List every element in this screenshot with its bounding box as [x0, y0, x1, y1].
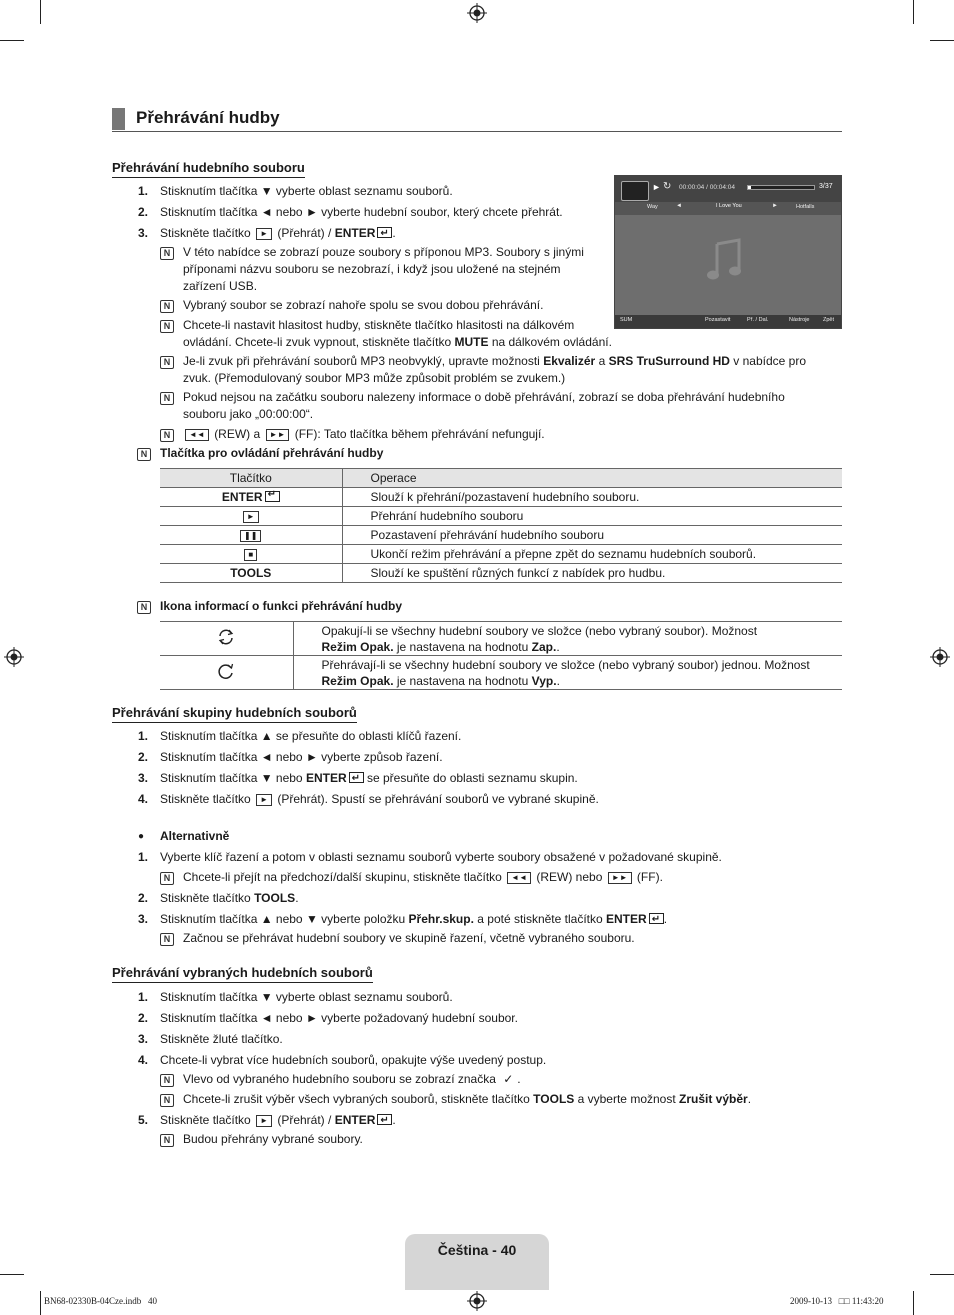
step-text: Stisknutím tlačítka ◄ nebo ► vyberte hudební soubor, který chcete přehrát.	[160, 205, 563, 219]
note-icon: N	[160, 872, 174, 885]
note-icon: N	[160, 247, 174, 260]
step-text	[160, 1112, 396, 1129]
step-number: 3.	[137, 1032, 148, 1046]
tv-prevnext-label: Př. / Dal.	[747, 317, 769, 323]
note-bold: Ekvalizér	[543, 354, 596, 368]
step-number: 4.	[137, 1053, 148, 1067]
note-icon: N	[137, 601, 151, 614]
table-op-cell: Slouží ke spuštění různých funkcí z nabídek pro hudbu.	[342, 564, 842, 583]
step-text: Vyberte klíč řazení a potom v oblasti seznamu souborů vyberte soubory obsažené v požadované skupině.	[160, 850, 722, 864]
step-text-part: .	[295, 891, 299, 905]
enter-icon	[377, 1114, 392, 1125]
note-text-part: a vyberte možnost	[577, 1092, 676, 1106]
registration-mark-icon	[467, 1291, 487, 1311]
pause-button-icon: ❚❚	[240, 530, 261, 542]
subsection-title: Přehrávání hudebního souboru	[112, 160, 305, 178]
icon-desc-bold: Režim Opak.	[321, 673, 394, 688]
table-op-cell: Přehrání hudebního souboru	[342, 507, 842, 526]
tv-music-player-screenshot	[614, 175, 842, 329]
note-icon: N	[160, 1074, 174, 1087]
note-text-part: Vlevo od vybraného hudebního souboru se zobrazí značka	[183, 1072, 496, 1086]
enter-label: ENTER	[221, 490, 263, 504]
section-heading	[112, 106, 842, 132]
note-text-part: (REW) nebo	[536, 870, 603, 884]
repeat-once-icon	[216, 662, 236, 680]
step-text	[160, 225, 396, 242]
step-text-part: Stisknutím tlačítka ▼ nebo	[160, 771, 303, 785]
stop-button-icon: ■	[244, 549, 257, 561]
note-text: příponami názvu souboru se nezobrazí, i když jsou uložené na stejném	[183, 262, 561, 276]
table-title: Tlačítka pro ovládání přehrávání hudby	[160, 446, 384, 460]
step-text-part: a poté stiskněte tlačítko	[477, 912, 603, 926]
step-text: Stisknutím tlačítka ▼ vyberte oblast seznamu souborů.	[160, 990, 453, 1004]
note-bold: Zrušit výběr	[679, 1092, 748, 1106]
table-row	[160, 488, 842, 507]
icon-table-row	[160, 656, 842, 690]
step-text-part: Stiskněte tlačítko	[160, 1113, 251, 1127]
step-text-part: (Přehrát) /	[277, 1113, 332, 1127]
table-op-cell: Pozastavení přehrávání hudebního souboru	[342, 526, 842, 545]
step-number: 2.	[137, 750, 148, 764]
note-text-part: (REW) a	[214, 427, 261, 441]
note-text-part: a	[598, 354, 606, 368]
note-icon: N	[160, 300, 174, 313]
tv-prev-arrow: ◄	[676, 203, 682, 209]
icon-desc-bold: Režim Opak.	[321, 639, 394, 654]
note-icon: N	[160, 320, 174, 333]
table-key-cell	[160, 526, 342, 545]
note-text: V této nabídce se zobrazí pouze soubory s příponou MP3. Soubory s jinými	[183, 245, 584, 259]
icon-desc-text: Opakují-li se všechny hudební soubory ve složce (nebo vybraný soubor). Možnost	[321, 623, 758, 638]
tv-progress-fill	[748, 186, 751, 189]
step-text-part: .	[663, 912, 668, 926]
icon-desc-part: je nastavena na hodnotu	[396, 639, 529, 654]
note-text: Vybraný soubor se zobrazí nahoře spolu se svou dobou přehrávání.	[183, 298, 544, 312]
step-text: Stisknutím tlačítka ◄ nebo ► vyberte požadovaný hudební soubor.	[160, 1011, 518, 1025]
enter-label: ENTER	[606, 912, 647, 926]
heading-bar	[112, 108, 125, 130]
note-icon: N	[160, 356, 174, 369]
note-text	[183, 334, 612, 351]
tv-prev-track: Way	[647, 204, 658, 210]
footer-date: 2009-10-13 □□ 11:43:20	[790, 1296, 884, 1306]
step-number: 1.	[137, 729, 148, 743]
enter-icon	[377, 227, 392, 238]
note-bold: MUTE	[454, 335, 489, 349]
note-icon: N	[160, 429, 174, 442]
tv-current-track: I Love You	[716, 203, 742, 209]
alt-title: Alternativně	[160, 829, 230, 843]
table-key-cell	[160, 507, 342, 526]
tv-progress-bar	[747, 185, 815, 190]
step-text-part: (Přehrát) /	[277, 226, 332, 240]
page-number-tab	[405, 1234, 549, 1290]
note-bold: SRS TruSurround HD	[608, 354, 730, 368]
icon-table-title: Ikona informací o funkci přehrávání hudby	[160, 599, 403, 613]
crop-mark	[0, 1274, 24, 1275]
step-text	[160, 911, 667, 928]
table-key-cell: TOOLS	[160, 564, 342, 583]
crop-mark	[913, 1291, 914, 1315]
table-row	[160, 564, 842, 583]
table-row	[160, 526, 842, 545]
step-number: 1.	[137, 990, 148, 1004]
note-text: Začnou se přehrávat hudební soubory ve skupině řazení, včetně vybraného souboru.	[183, 931, 635, 945]
step-text: Stiskněte žluté tlačítko.	[160, 1032, 283, 1046]
controls-table	[160, 468, 842, 583]
note-text-part: Chcete-li zrušit výběr všech vybraných souborů, stiskněte tlačítko	[183, 1092, 530, 1106]
tv-sum-label: SUM	[620, 317, 633, 323]
enter-icon	[349, 772, 364, 783]
step-text	[160, 890, 299, 907]
icon-desc-part: je nastavena na hodnotu	[396, 673, 529, 688]
crop-mark	[913, 0, 914, 24]
step-text: Stisknutím tlačítka ▼ vyberte oblast seznamu souborů.	[160, 184, 453, 198]
table-op-cell: Slouží k přehrání/pozastavení hudebního souboru.	[342, 488, 842, 507]
icon-desc-cell	[293, 622, 842, 656]
icon-desc-bold: Vyp.	[531, 673, 557, 688]
registration-mark-icon	[4, 647, 24, 667]
enter-label: ENTER	[305, 771, 347, 785]
table-row	[160, 507, 842, 526]
crop-mark	[40, 1291, 41, 1315]
note-text-part: (FF).	[636, 870, 663, 884]
step-text-part: (Přehrát). Spustí se přehrávání souborů ve vybrané skupině.	[277, 792, 599, 806]
note-text-part: ovládání. Chcete-li zvuk vypnout, stiskněte tlačítko	[183, 335, 452, 349]
note-text-part: na dálkovém ovládání.	[491, 335, 612, 349]
enter-label: ENTER	[334, 1113, 376, 1127]
play-button-icon: ►	[256, 794, 272, 806]
step-number: 1.	[137, 184, 148, 198]
tv-usb-icon	[621, 181, 649, 201]
note-text-part: .	[517, 1072, 521, 1086]
music-note-icon	[705, 238, 745, 282]
step-text	[160, 770, 578, 787]
note-text: zvuk. (Přemodulovaný soubor MP3 může způsobit problém se zvukem.)	[183, 371, 566, 385]
step-text	[160, 791, 599, 808]
note-text-part: v nabídce pro	[733, 354, 807, 368]
step-text-part: .	[392, 1113, 396, 1127]
note-text: Budou přehrány vybrané soubory.	[183, 1132, 363, 1146]
icon-info-table	[160, 621, 842, 690]
step-number: 2.	[137, 1011, 148, 1025]
crop-mark	[930, 1274, 954, 1275]
step-text-part: se přesuňte do oblasti seznamu skupin.	[366, 771, 578, 785]
step-text-part: .	[392, 226, 396, 240]
tv-time: 00:00:04 / 00:04:04	[679, 184, 736, 191]
crop-mark	[930, 40, 954, 41]
tv-repeat-icon: ↻	[663, 181, 672, 192]
note-icon: N	[160, 392, 174, 405]
step-number: 4.	[137, 792, 148, 806]
step-bold: Přehr.skup.	[408, 912, 474, 926]
enter-label: ENTER	[334, 226, 376, 240]
note-text-part: Chcete-li přejít na předchozí/další skupinu, stiskněte tlačítko	[183, 870, 502, 884]
icon-desc-bold: Zap.	[531, 639, 557, 654]
tv-play-icon: ►	[652, 182, 661, 192]
note-icon: N	[137, 448, 151, 461]
step-text: Stisknutím tlačítka ◄ nebo ► vyberte způsob řazení.	[160, 750, 443, 764]
enter-icon	[649, 913, 664, 924]
step-number: 2.	[137, 205, 148, 219]
step-number: 3.	[137, 226, 148, 240]
note-text-part: (FF): Tato tlačítka během přehrávání nefungují.	[294, 427, 545, 441]
table-row	[160, 545, 842, 564]
tv-back-label: Zpět	[823, 317, 835, 323]
section-title: Přehrávání hudby	[136, 108, 280, 127]
note-text	[183, 353, 806, 370]
note-icon: N	[160, 1094, 174, 1107]
crop-mark	[0, 40, 24, 41]
play-button-icon: ►	[243, 511, 259, 523]
ff-button-icon: ►►	[266, 429, 290, 441]
play-button-icon: ►	[256, 1115, 272, 1127]
step-text-part: Stiskněte tlačítko	[160, 792, 251, 806]
step-text-part: Stiskněte tlačítko	[160, 226, 251, 240]
step-number: 5.	[137, 1113, 148, 1127]
step-number: 1.	[137, 850, 148, 864]
note-bold: TOOLS	[533, 1092, 575, 1106]
step-bold: TOOLS	[254, 891, 296, 905]
ff-button-icon: ►►	[608, 872, 632, 884]
step-number: 3.	[137, 912, 148, 926]
step-text: Stisknutím tlačítka ▲ se přesuňte do oblasti klíčů řazení.	[160, 729, 462, 743]
note-text	[183, 426, 545, 443]
step-number: 2.	[137, 891, 148, 905]
repeat-all-icon	[216, 628, 236, 646]
check-mark-icon: ✓	[503, 1072, 514, 1086]
table-op-cell: Ukončí režim přehrávání a přepne zpět do seznamu hudebních souborů.	[342, 545, 842, 564]
step-number: 3.	[137, 771, 148, 785]
icon-cell	[160, 656, 293, 690]
step-text-part: Stisknutím tlačítka ▲ nebo ▼ vyberte položku	[160, 912, 406, 926]
table-header-row	[160, 469, 842, 488]
note-icon: N	[160, 933, 174, 946]
note-text	[183, 869, 663, 886]
bullet-icon: ●	[138, 831, 145, 842]
crop-mark	[40, 0, 41, 24]
note-icon: N	[160, 1134, 174, 1147]
table-key-cell	[160, 488, 342, 507]
note-text: Chcete-li nastavit hlasitost hudby, stiskněte tlačítko hlasitosti na dálkovém	[183, 318, 575, 332]
icon-cell	[160, 622, 293, 656]
step-text: Chcete-li vybrat více hudebních souborů, opakujte výše uvedený postup.	[160, 1053, 547, 1067]
tv-pause-label: Pozastavit	[705, 317, 731, 323]
note-text: Pokud nejsou na začátku souboru nalezeny informace o době přehrávání, zobrazí se doba přehrávání hudebního	[183, 390, 785, 404]
note-text-part: Je-li zvuk při přehrávání souborů MP3 neobvyklý, upravte možnosti	[183, 354, 540, 368]
note-text-part: .	[747, 1092, 752, 1106]
icon-desc-part: .	[556, 639, 560, 654]
tv-next-arrow: ►	[772, 203, 778, 209]
subsection-title: Přehrávání vybraných hudebních souborů	[112, 965, 373, 983]
table-key-cell	[160, 545, 342, 564]
table-header-cell: Operace	[342, 469, 842, 488]
registration-mark-icon	[930, 647, 950, 667]
icon-desc-text	[322, 639, 843, 655]
icon-table-row	[160, 622, 842, 656]
icon-desc-cell	[293, 656, 842, 690]
play-button-icon: ►	[256, 228, 272, 240]
note-text	[183, 1091, 751, 1108]
icon-desc-text: Přehrávají-li se všechny hudební soubory ve složce (nebo vybraný soubor) jednou. Možnost	[321, 657, 810, 672]
tv-next-track: Hotfalls	[796, 204, 815, 210]
icon-desc-part: .	[556, 673, 560, 688]
note-text: zařízení USB.	[183, 279, 258, 293]
note-text	[183, 1071, 521, 1088]
table-header-cell: Tlačítko	[160, 469, 342, 488]
footer-file: BN68-02330B-04Cze.indb 40	[44, 1296, 157, 1306]
subsection-title: Přehrávání skupiny hudebních souborů	[112, 705, 357, 723]
step-text-part: Stiskněte tlačítko	[160, 891, 251, 905]
registration-mark-icon	[467, 3, 487, 23]
icon-desc-text	[322, 673, 843, 689]
note-text: souboru jako „00:00:00“.	[183, 407, 314, 421]
rew-button-icon: ◄◄	[185, 429, 209, 441]
enter-icon	[265, 491, 280, 502]
page-number: Čeština - 40	[437, 1242, 517, 1258]
rew-button-icon: ◄◄	[507, 872, 531, 884]
tv-count: 3/37	[819, 183, 833, 190]
tv-tools-label: Nástroje	[789, 317, 810, 323]
